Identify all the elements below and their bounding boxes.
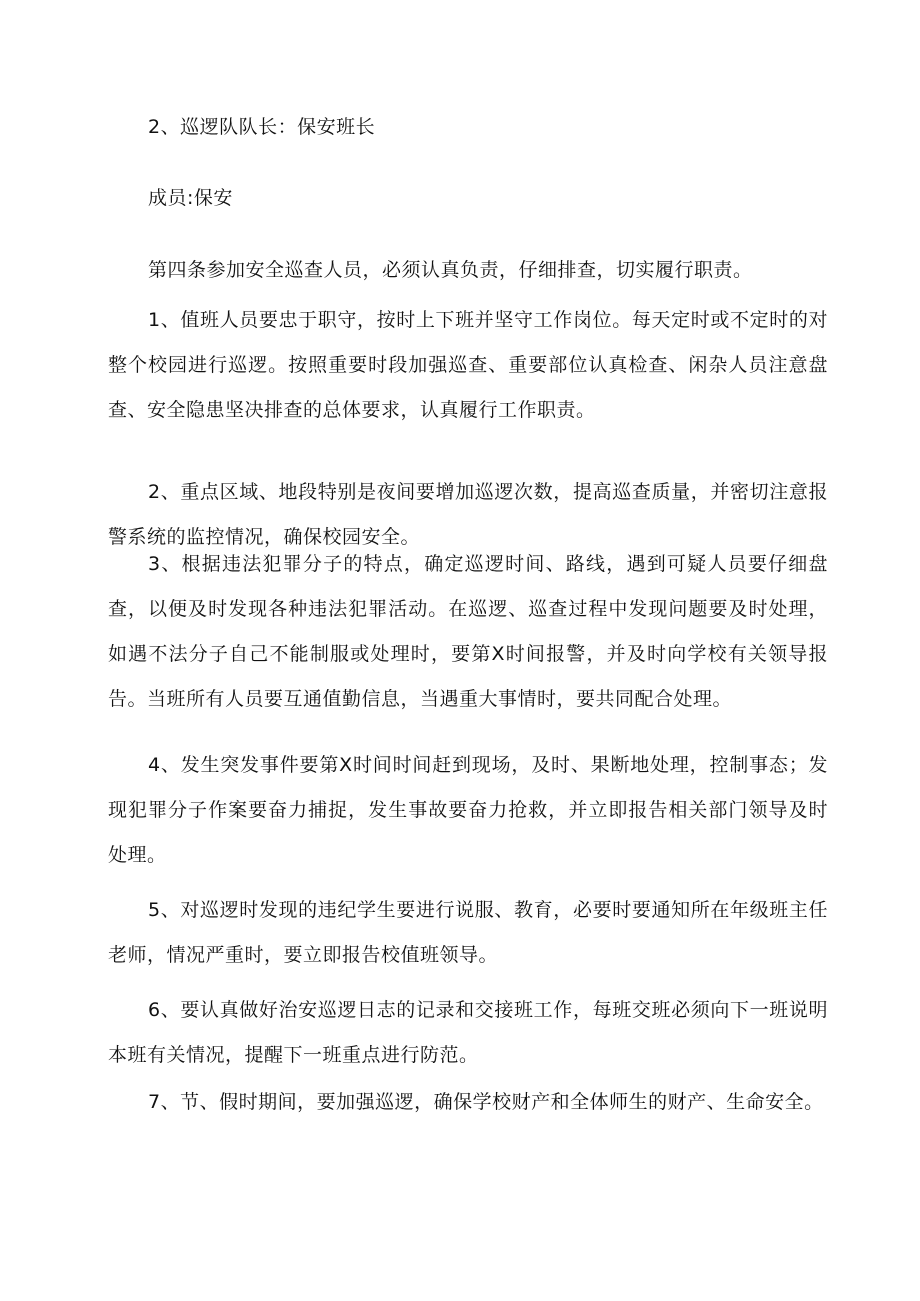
paragraph-item-3: 3、根据违法犯罪分子的特点，确定巡逻时间、路线，遇到可疑人员要仔细盘查，以便及时发现各种违法犯罪活动。在巡逻、巡查过程中发现问题要及时处理，如遇不法分子自己不能制服或处理时，要第X时间报警，并及时向学校有关领导报告。当班所有人员要互通值勤信息，当遇重大事情时，要共同配合处理。 — [108, 553, 828, 710]
paragraph-captain: 2、巡逻队队长：保安班长 — [148, 116, 376, 138]
paragraph-item-2: 2、重点区域、地段特别是夜间要增加巡逻次数，提高巡查质量，并密切注意报警系统的监控情况，确保校园安全。 — [108, 481, 828, 548]
paragraph-item-5: 5、对巡逻时发现的违纪学生要进行说服、教育，必要时要通知所在年级班主任老师，情况严重时，要立即报告校值班领导。 — [108, 899, 828, 966]
paragraph-members: 成员:保安 — [148, 187, 233, 209]
paragraph-item-1: 1、值班人员要忠于职守，按时上下班并坚守工作岗位。每天定时或不定时的对整个校园进行巡逻。按照重要时段加强巡查、重要部位认真检查、闲杂人员注意盘查、安全隐患坚决排查的总体要求，认真履行工作职责。 — [108, 309, 828, 421]
paragraph-article-four: 第四条参加安全巡查人员，必须认真负责，仔细排查，切实履行职责。 — [148, 259, 753, 281]
paragraph-item-4: 4、发生突发事件要第X时间时间赶到现场，及时、果断地处理，控制事态；发现犯罪分子作案要奋力捕捉，发生事故要奋力抢救，并立即报告相关部门领导及时处理。 — [108, 754, 828, 866]
paragraph-item-7: 7、节、假时期间，要加强巡逻，确保学校财产和全体师生的财产、生命安全。 — [148, 1091, 824, 1113]
paragraph-item-6: 6、要认真做好治安巡逻日志的记录和交接班工作，每班交班必须向下一班说明本班有关情况，提醒下一班重点进行防范。 — [108, 999, 828, 1066]
